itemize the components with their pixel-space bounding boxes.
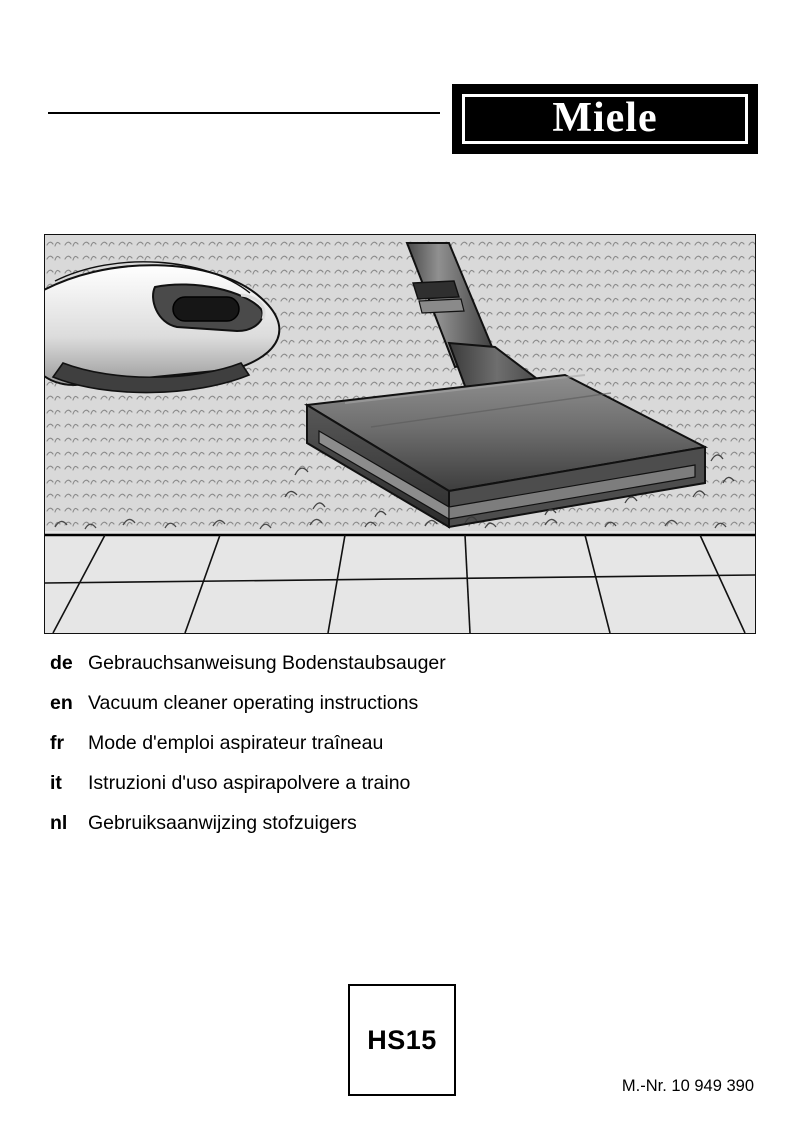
list-item bbox=[50, 732, 750, 772]
language-title: Gebruiksaanwijzing stofzuigers bbox=[88, 812, 357, 834]
model-badge bbox=[348, 984, 456, 1096]
language-title-list bbox=[50, 652, 750, 852]
language-title: Mode d'emploi aspirateur traîneau bbox=[88, 732, 384, 754]
language-code: nl bbox=[50, 812, 68, 834]
header-rule bbox=[48, 112, 440, 114]
language-code: fr bbox=[50, 732, 65, 754]
material-number: M.-Nr. 10 949 390 bbox=[621, 1077, 754, 1095]
miele-logo-frame bbox=[462, 94, 748, 144]
list-item bbox=[50, 652, 750, 692]
vacuum-cleaner-on-carpet-illustration bbox=[44, 234, 756, 634]
list-item bbox=[50, 812, 750, 852]
language-title: Vacuum cleaner operating instructions bbox=[88, 692, 419, 714]
language-code: it bbox=[50, 772, 62, 794]
miele-logo bbox=[452, 84, 758, 154]
miele-logo-text: Miele bbox=[552, 94, 658, 141]
language-title: Gebrauchsanweisung Bodenstaubsauger bbox=[88, 652, 446, 674]
model-label: HS15 bbox=[367, 1024, 437, 1055]
language-title: Istruzioni d'uso aspirapolvere a traino bbox=[88, 772, 411, 794]
list-item bbox=[50, 772, 750, 812]
language-code: de bbox=[50, 652, 73, 674]
language-code: en bbox=[50, 692, 73, 714]
page-header bbox=[0, 40, 802, 141]
list-item bbox=[50, 692, 750, 732]
